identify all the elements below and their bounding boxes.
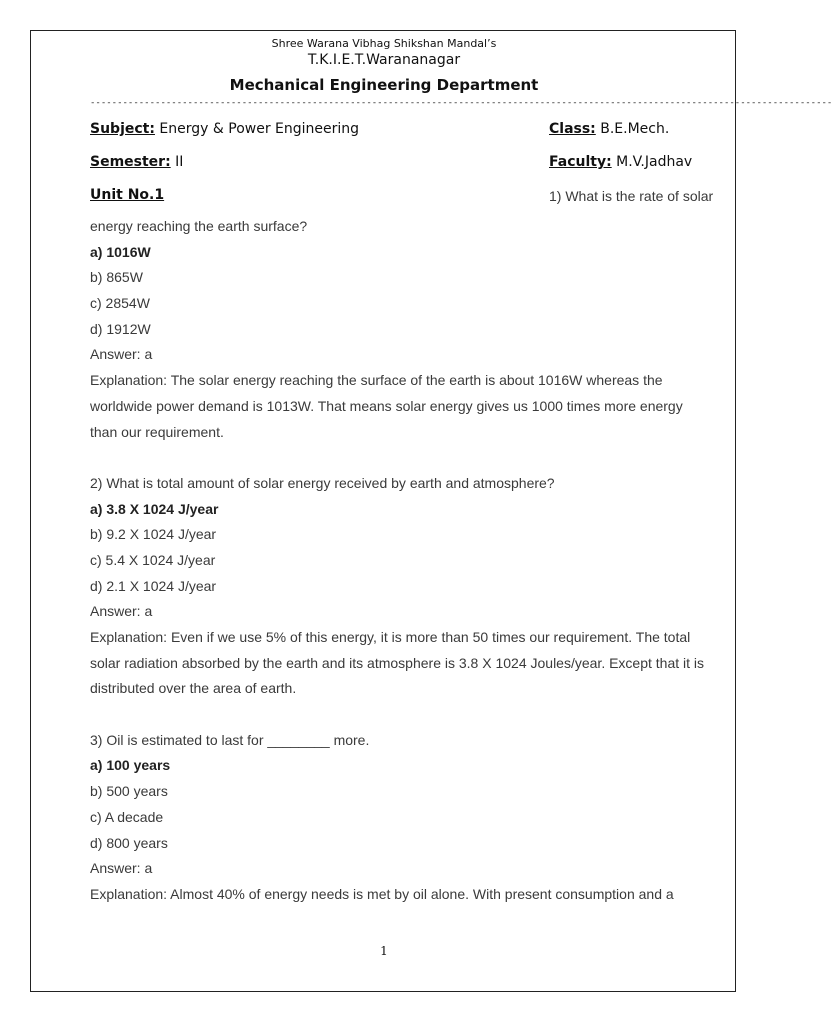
- class-field: [549, 121, 669, 137]
- unit-heading: [90, 187, 164, 203]
- option: b) 500 years: [90, 783, 168, 800]
- option: c) 5.4 X 1024 J/year: [90, 551, 216, 568]
- class-value: B.E.Mech.: [595, 121, 670, 137]
- subject-value: Energy & Power Engineering: [154, 121, 360, 137]
- faculty-field: [549, 154, 692, 170]
- semester-value: II: [170, 154, 184, 170]
- faculty-label: Faculty:: [549, 154, 612, 170]
- option-correct: a) 100 years: [90, 757, 171, 774]
- explanation-line: solar radiation absorbed by the earth and its atmosphere is 3.8 X 1024 Joules/year. Except that it is: [90, 654, 705, 671]
- question-3: 3) Oil is estimated to last for ________ more.: [90, 731, 370, 748]
- semester-label: Semester:: [90, 154, 171, 170]
- explanation-line: distributed over the area of earth.: [90, 680, 297, 697]
- explanation-line: Explanation: Almost 40% of energy needs is met by oil alone. With present consumption and a: [90, 885, 674, 902]
- option: b) 865W: [90, 269, 143, 286]
- explanation-line: worldwide power demand is 1013W. That means solar energy gives us 1000 times more energy: [90, 397, 683, 414]
- header-separator: -----------------------------------------------------------------------------------------------------------------------------------------: [90, 98, 832, 108]
- explanation-line: Explanation: The solar energy reaching the surface of the earth is about 1016W whereas the: [90, 372, 663, 389]
- question-1-start: 1) What is the rate of solar: [549, 188, 714, 204]
- option-correct: a) 3.8 X 1024 J/year: [90, 500, 219, 517]
- question-content: [90, 214, 735, 908]
- question-1-rest: energy reaching the earth surface?: [90, 218, 308, 234]
- explanation-line: than our requirement.: [90, 423, 224, 440]
- option: b) 9.2 X 1024 J/year: [90, 526, 217, 543]
- institute-name: T.K.I.E.T.Warananagar: [307, 52, 461, 68]
- answer: Answer: a: [90, 860, 153, 877]
- unit-label: Unit No.1: [90, 187, 165, 203]
- answer: Answer: a: [90, 346, 153, 363]
- faculty-value: M.V.Jadhav: [611, 154, 693, 170]
- blank-line: [90, 445, 735, 471]
- option: d) 2.1 X 1024 J/year: [90, 577, 217, 594]
- option: d) 1912W: [90, 320, 151, 337]
- subject-field: [90, 121, 359, 137]
- option: d) 800 years: [90, 834, 168, 851]
- class-label: Class:: [549, 121, 596, 137]
- answer: Answer: a: [90, 603, 153, 620]
- subject-label: Subject:: [90, 121, 155, 137]
- explanation-line: Explanation: Even if we use 5% of this energy, it is more than 50 times our requirement. The total: [90, 629, 691, 645]
- department-name: Mechanical Engineering Department: [229, 76, 539, 94]
- semester-field: [90, 154, 183, 170]
- page-number: 1: [380, 944, 388, 958]
- option-correct: a) 1016W: [90, 243, 151, 260]
- option: c) A decade: [90, 808, 164, 825]
- blank-line: [90, 702, 735, 728]
- org-name: Shree Warana Vibhag Shikshan Mandal’s: [271, 37, 497, 50]
- option: c) 2854W: [90, 295, 150, 312]
- question-2: 2) What is total amount of solar energy received by earth and atmosphere?: [90, 474, 555, 491]
